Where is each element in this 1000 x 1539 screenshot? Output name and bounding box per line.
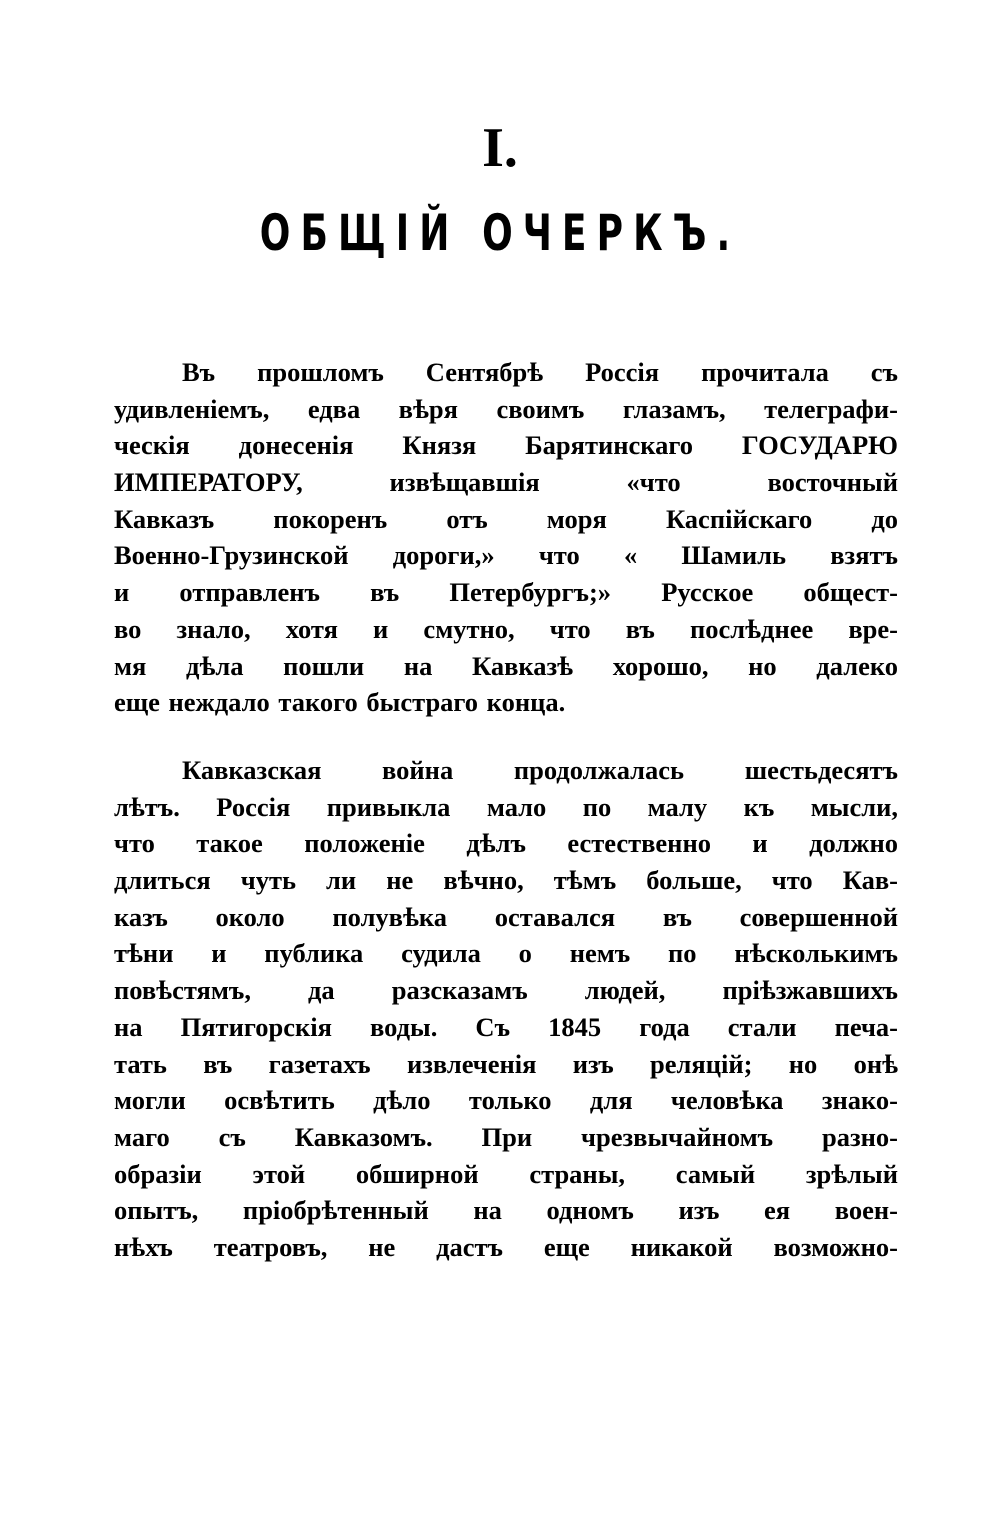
- text-line: на Пятигорскія воды. Съ 1845 года стали печа-: [114, 1011, 898, 1042]
- text-line: опытъ, пріобрѣтенный на одномъ изъ ея воен-: [114, 1195, 898, 1226]
- text-line: еще неждало такого быстраго конца.: [114, 687, 566, 718]
- text-line: удивленіемъ, едва вѣря своимъ глазамъ, телеграфи-: [114, 393, 898, 424]
- text-line: образіи этой обширной страны, самый зрѣлый: [114, 1158, 898, 1189]
- text-line: Военно-Грузинской дороги,» что « Шамиль взятъ: [114, 540, 898, 571]
- chapter-title: ОБЩІЙ ОЧЕРКЪ.: [259, 204, 741, 262]
- text-line: и отправленъ въ Петербургъ;» Русское общест-: [114, 577, 898, 608]
- text-line: Въ прошломъ Сентябрѣ Россія прочитала съ: [182, 357, 898, 387]
- text-line: нѣхъ театровъ, не дастъ еще никакой возможно-: [114, 1231, 898, 1262]
- text-line: что такое положеніе дѣлъ естественно и должно: [114, 828, 898, 859]
- text-line: могли освѣтить дѣло только для человѣка знако-: [114, 1085, 898, 1116]
- text-line: ческія донесенія Князя Барятинскаго ГОСУДАРЮ: [114, 430, 898, 461]
- text-line: маго съ Кавказомъ. При чрезвычайномъ разно-: [114, 1121, 898, 1152]
- text-line: во знало, хотя и смутно, что въ послѣднее вре-: [114, 613, 898, 644]
- paragraph-1: [114, 354, 898, 721]
- text-line: казъ около полувѣка оставался въ совершенной: [114, 901, 898, 932]
- text-line: Кавказская война продолжалась шестьдесятъ: [182, 755, 898, 785]
- text-line: тѣни и публика судила о немъ по нѣсколькимъ: [114, 938, 898, 969]
- chapter-number: I.: [482, 117, 518, 179]
- text-line: повѣстямъ, да разсказамъ людей, пріѣзжавшихъ: [114, 975, 898, 1006]
- text-line: длиться чуть ли не вѣчно, тѣмъ больше, что Кав-: [114, 865, 898, 896]
- text-line: лѣтъ. Россія привыкла мало по малу къ мысли,: [114, 791, 898, 822]
- text-line: мя дѣла пошли на Кавказѣ хорошо, но далеко: [114, 650, 898, 681]
- text-line: тать въ газетахъ извлеченія изъ реляцій; но онѣ: [114, 1048, 898, 1079]
- text-line: Кавказъ покоренъ отъ моря Каспійскаго до: [114, 503, 898, 534]
- paragraph-2: [114, 752, 898, 1266]
- text-line: ИМПЕРАТОРУ, извѣщавшія «что восточный: [114, 467, 898, 498]
